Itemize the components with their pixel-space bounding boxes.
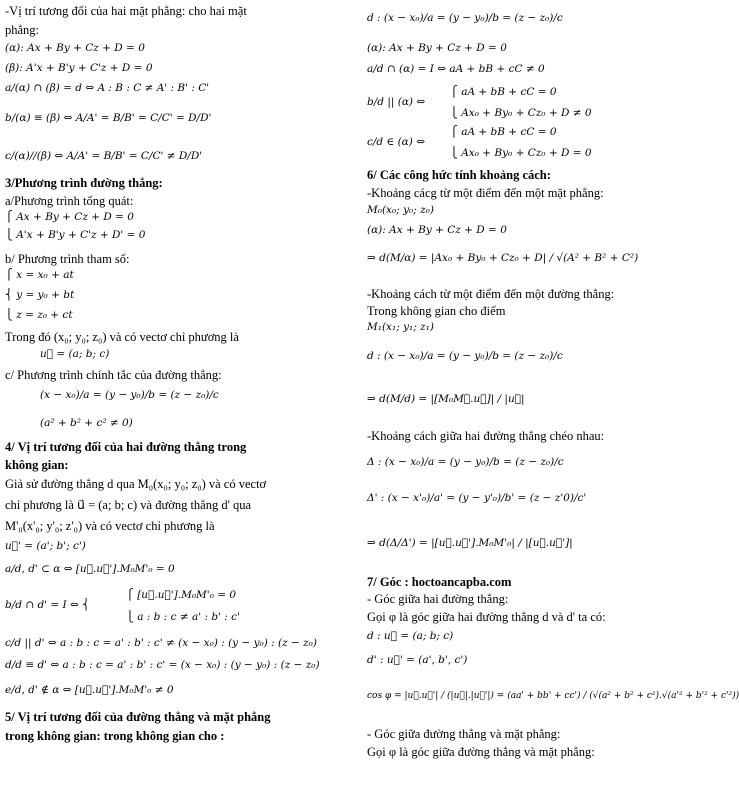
right-line: Trong không gian cho điểm — [367, 304, 506, 318]
section-heading: 7/ Góc : hoctoancapba.com — [367, 575, 512, 589]
section-heading: không gian: — [5, 458, 69, 472]
right-equation: cos φ = |u⃗.u⃗'| / (|u⃗|.|u⃗'|) = (aa' + bb' + cc') / (√(a² + b² + c²).√(a'² + b'² + c'²)) — [367, 691, 739, 701]
left-line: Trong đó (x₀; y₀; z₀) và có vectơ chỉ phương là — [5, 330, 239, 344]
section-heading: 3/Phương trình đường thẳng: — [5, 176, 163, 190]
left-line: Giả sử đường thẳng d qua M₀(x₀; y₀; z₀) và có vectơ — [5, 477, 267, 491]
right-line: -Khoảng cách từ một điểm đến một đường thẳng: — [367, 287, 615, 301]
right-equation: Δ : (x − x₀)/a = (y − y₀)/b = (z − z₀)/c — [367, 456, 564, 468]
right-equation: d : u⃗ = (a; b; c) — [367, 630, 454, 642]
right-equation: ⎩ Ax₀ + By₀ + Cz₀ + D ≠ 0 — [450, 107, 592, 119]
left-equation: a/d, d' ⊂ α ⇔ [u⃗.u⃗'].M₀M'₀ = 0 — [5, 563, 175, 575]
left-line: c/ Phương trình chính tắc của đường thẳng: — [5, 368, 222, 382]
left-equation: u⃗ = (a; b; c) — [40, 348, 110, 360]
right-equation: ⇒ d(M/d) = |[M₀M⃗.u⃗]| / |u⃗| — [367, 393, 525, 405]
right-column — [362, 0, 739, 796]
section-heading: 6/ Các công hức tính khoảng cách: — [367, 168, 551, 182]
right-equation: ⎩ Ax₀ + By₀ + Cz₀ + D = 0 — [450, 147, 592, 159]
right-equation: (α): Ax + By + Cz + D = 0 — [367, 224, 507, 236]
left-equation: u⃗' = (a'; b'; c') — [5, 540, 86, 552]
right-equation: ⎧ aA + bB + cC = 0 — [450, 126, 557, 138]
left-equation: c/d || d' ⇔ a : b : c = a' : b' : c' ≠ (x − x₀) : (y − y₀) : (z − z₀) — [5, 637, 317, 649]
right-equation: M₁(x₁; y₁; z₁) — [367, 321, 434, 333]
right-equation: ⇒ d(M/α) = |Ax₀ + By₀ + Cz₀ + D| / √(A² + B² + C²) — [367, 252, 639, 264]
left-equation: ⎧ x = x₀ + at — [5, 269, 74, 281]
right-line: Gọi φ là góc giữa hai đường thẳng d và d' ta có: — [367, 610, 606, 624]
left-equation: ⎩ a : b : c ≠ a' : b' : c' — [126, 611, 240, 623]
left-equation: (a² + b² + c² ≠ 0) — [40, 417, 133, 429]
right-equation: (α): Ax + By + Cz + D = 0 — [367, 42, 507, 54]
left-equation: (β): A'x + B'y + C'z + D = 0 — [5, 62, 153, 74]
left-equation: ⎨ y = y₀ + bt — [5, 289, 75, 301]
left-line: chỉ phương là u⃗ = (a; b; c) và đường thẳng d' qua — [5, 498, 252, 512]
left-equation: b/d ∩ d' = I ⇔ ⎨ — [5, 599, 91, 611]
left-line: a/Phương trình tổng quát: — [5, 194, 134, 208]
right-equation: d' : u⃗' = (a', b', c') — [367, 654, 468, 666]
left-line: phẳng: — [5, 23, 40, 37]
right-line: - Góc giữa đường thẳng và mặt phẳng: — [367, 727, 561, 741]
left-line: -Vị trí tương đối của hai mặt phẳng: cho hai mặt — [5, 4, 247, 18]
left-equation: ⎩ A'x + B'y + C'z + D' = 0 — [5, 229, 146, 241]
section-heading: trong không gian: trong không gian cho : — [5, 729, 225, 743]
right-equation: d : (x − x₀)/a = (y − y₀)/b = (z − z₀)/c — [367, 12, 563, 24]
left-equation: a/(α) ∩ (β) = d ⇔ A : B : C ≠ A' : B' : C' — [5, 82, 210, 94]
right-equation: ⇒ d(Δ/Δ') = |[u⃗.u⃗'].M₀M'₀| / |[u⃗.u⃗']| — [367, 537, 573, 549]
left-line: b/ Phương trình tham số: — [5, 252, 130, 266]
right-line: -Khoảng cách giữa hai đường thẳng chéo nhau: — [367, 429, 605, 443]
right-equation: ⎧ aA + bB + cC = 0 — [450, 86, 557, 98]
left-equation: c/(α)//(β) ⇔ A/A' = B/B' = C/C' ≠ D/D' — [5, 150, 203, 162]
right-equation: a/d ∩ (α) = I ⇔ aA + bB + cC ≠ 0 — [367, 63, 545, 75]
left-line: M'₀(x'₀; y'₀; z'₀) và có vectơ chỉ phương là — [5, 519, 215, 533]
right-equation: M₀(x₀; y₀; z₀) — [367, 204, 434, 216]
left-column — [0, 0, 350, 796]
right-line: Gọi φ là góc giữa đường thẳng và mặt phẳng: — [367, 745, 595, 759]
right-line: -Khoảng cácg từ một điểm đến một mặt phẳng: — [367, 186, 604, 200]
right-equation: c/d ∈ (α) ⇔ — [367, 136, 426, 148]
left-equation: (x − x₀)/a = (y − y₀)/b = (z − z₀)/c — [40, 389, 219, 401]
left-equation: ⎧ Ax + By + Cz + D = 0 — [5, 211, 134, 223]
section-heading: 5/ Vị trí tương đối của đường thẳng và mặt phẳng — [5, 710, 271, 724]
left-equation: ⎧ [u⃗.u⃗'].M₀M'₀ = 0 — [126, 589, 237, 601]
left-equation: e/d, d' ∉ α ⇔ [u⃗.u⃗'].M₀M'₀ ≠ 0 — [5, 684, 174, 696]
left-equation: ⎩ z = z₀ + ct — [5, 309, 73, 321]
left-equation: (α): Ax + By + Cz + D = 0 — [5, 42, 145, 54]
right-equation: Δ' : (x − x'₀)/a' = (y − y'₀)/b' = (z − z'0)/c' — [367, 492, 587, 504]
right-line: - Góc giữa hai đường thẳng: — [367, 592, 509, 606]
left-equation: b/(α) ≡ (β) ⇔ A/A' = B/B' = C/C' = D/D' — [5, 112, 212, 124]
left-equation: d/d ≡ d' ⇔ a : b : c = a' : b' : c' = (x − x₀) : (y − y₀) : (z − z₀) — [5, 659, 320, 671]
right-equation: d : (x − x₀)/a = (y − y₀)/b = (z − z₀)/c — [367, 350, 563, 362]
section-heading: 4/ Vị trí tương đối của hai đường thẳng trong — [5, 440, 247, 454]
right-equation: b/d || (α) ⇔ — [367, 96, 426, 108]
